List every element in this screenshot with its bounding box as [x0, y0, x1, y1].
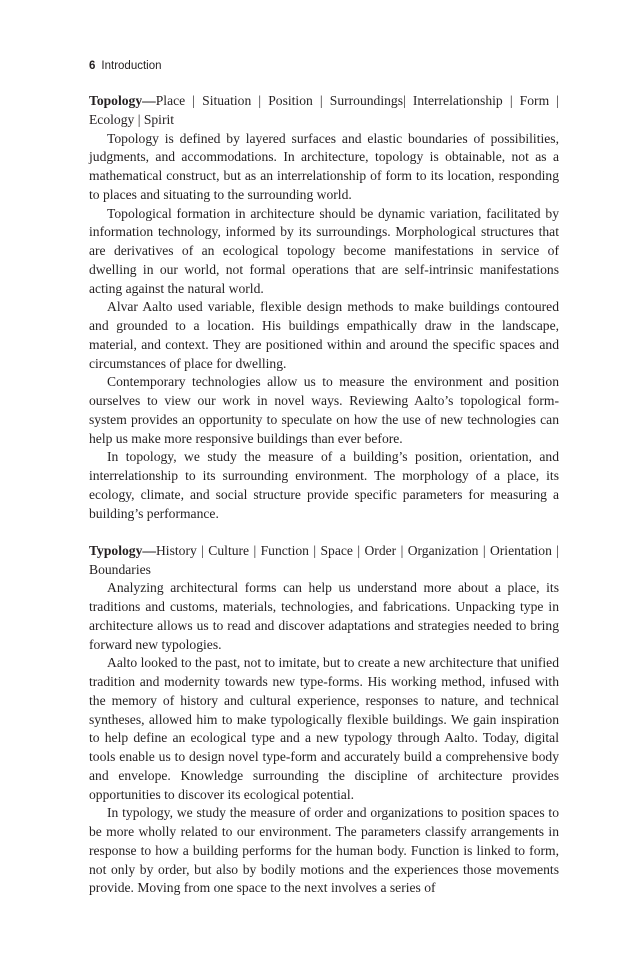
paragraph: Aalto looked to the past, not to imitate, but to create a new architecture that unified tradition and modernity towards new type-forms. His working method, infused with the memory of history and cultural experience, responses to nature, and technical syntheses, allowed him to make typologically flexible buildings. We gain inspiration to help define an ecological type and a new typology through Aalto. Today, digital tools enable us to design novel type-form and accurately build a comprehensive body and envelope. Knowledge surrounding the discipline of architecture provides opportunities to discover its ecological potential.	[89, 655, 559, 802]
paragraph: Analyzing architectural forms can help us understand more about a place, its traditions and customs, materials, technologies, and fabrications. Unpacking type in architecture allows us to read and discover adaptations and strategies needed to bring forward new typologies.	[89, 580, 559, 652]
running-head	[89, 58, 559, 74]
section-term: Topology—	[89, 93, 156, 108]
section-typology	[89, 542, 559, 898]
running-head-title: Introduction	[101, 60, 162, 72]
paragraph: In topology, we study the measure of a building’s position, orientation, and interrelationship to its surrounding environment. The morphology of a place, its ecology, climate, and social structure provide specific parameters for measuring a building’s performance.	[89, 449, 559, 521]
page-number: 6	[89, 60, 96, 72]
section-term: Typology—	[89, 542, 156, 558]
paragraph: In typology, we study the measure of order and organizations to position spaces to be more wholly related to our environment. The parameters classify arrangements in response to how a building performs for the human body. Function is linked to form, not only by order, but also by bodily motions and the experiences those movements provide. Moving from one space to the next involves a series of	[89, 805, 559, 896]
section-heading	[89, 542, 559, 580]
section-topology	[89, 92, 559, 523]
section-heading	[89, 92, 559, 130]
paragraph: Topology is defined by layered surfaces and elastic boundaries of possibilities, judgments, and accommodations. In architecture, topology is obtainable, not as a mathematical construct, but as an interrelationship of form to its location, responding to places and situating to the surrounding world.	[89, 130, 559, 202]
page	[89, 58, 559, 898]
section-keywords: History | Culture | Function | Space | Order | Organization | Orientation | Boundaries	[89, 542, 559, 577]
paragraph: Topological formation in architecture should be dynamic variation, facilitated by information technology, informed by its surroundings. Morphological structures that are derivatives of an ecological topology become manifestations in service of dwelling in our world, not formal operations that are self-intrinsic manifestations acting against the natural world.	[89, 205, 559, 296]
paragraph: Alvar Aalto used variable, flexible design methods to make buildings contoured and grounded to a location. His buildings empathically draw in the landscape, material, and context. They are positioned within and around the specific spaces and circumstances of place for dwelling.	[89, 299, 559, 371]
section-keywords: Place | Situation | Position | Surroundings| Interrelationship | Form | Ecology | Spirit	[89, 93, 559, 127]
paragraph: Contemporary technologies allow us to measure the environment and position ourselves to view our work in novel ways. Reviewing Aalto’s topological form-system provides an opportunity to speculate on how the use of new technologies can help us make more responsive buildings than ever before.	[89, 374, 559, 446]
